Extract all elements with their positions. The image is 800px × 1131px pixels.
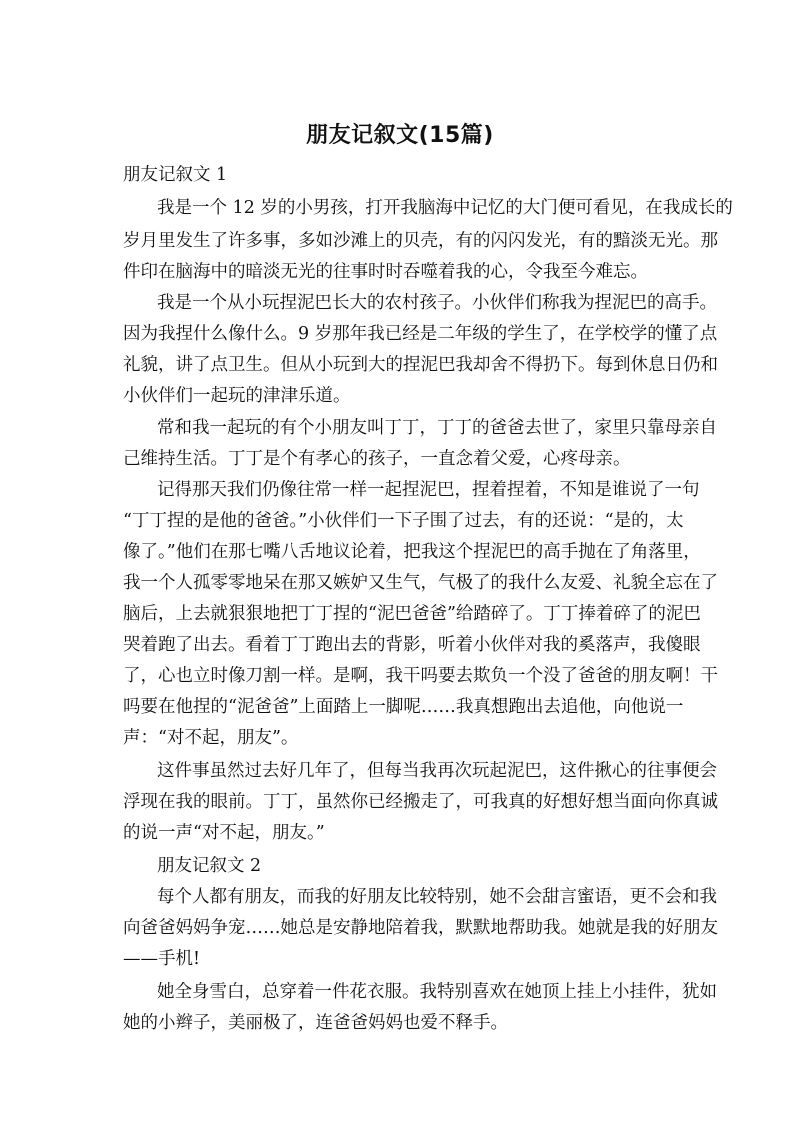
paragraph-line: 己维持生活。丁丁是个有孝心的孩子，一直念着父爱，心疼母亲。 xyxy=(123,449,631,469)
paragraph-line: ——手机! xyxy=(123,949,201,969)
paragraph-line: 她的小辫子，美丽极了，连爸爸妈妈也爱不释手。 xyxy=(123,1013,508,1033)
paragraph-line: 她全身雪白，总穿着一件花衣服。我特别喜欢在她顶上挂上小挂件，犹如 xyxy=(157,982,717,1002)
paragraph-line: 记得那天我们仍像往常一样一起捏泥巴，捏着捏着，不知是谁说了一句 xyxy=(157,480,700,500)
paragraph-line: 小伙伴们一起玩的津津乐道。 xyxy=(123,386,351,406)
section-heading-1: 朋友记叙文 1 xyxy=(123,165,228,185)
paragraph-line: 的说一声“对不起，朋友。” xyxy=(123,823,325,843)
paragraph-line: 吗要在他捏的“泥爸爸”上面踏上一脚呢……我真想跑出去追他，向他说一 xyxy=(123,697,684,717)
paragraph-line: 这件事虽然过去好几年了，但每当我再次玩起泥巴，这件揪心的往事便会 xyxy=(157,761,717,781)
paragraph-line: 常和我一起玩的有个小朋友叫丁丁，丁丁的爸爸去世了，家里只靠母亲自 xyxy=(157,418,717,438)
paragraph-line: 向爸爸妈妈争宠……她总是安静地陪着我，默默地帮助我。她就是我的好朋友 xyxy=(123,918,718,938)
paragraph-line: 我一个人孤零零地呆在那又嫉妒又生气，气极了的我什么友爱、礼貌全忘在了 xyxy=(123,573,718,593)
document-title: 朋友记叙文(15篇) xyxy=(306,123,494,148)
paragraph-line: 了，心也立时像刀割一样。是啊，我干吗要去欺负一个没了爸爸的朋友啊！干 xyxy=(123,666,718,686)
section-heading-2: 朋友记叙文 2 xyxy=(157,856,262,876)
paragraph-line: 浮现在我的眼前。丁丁，虽然你已经搬走了，可我真的好想好想当面向你真诚 xyxy=(123,792,718,812)
paragraph-line: 像了。”他们在那七嘴八舌地议论着，把我这个捏泥巴的高手抛在了角落里， xyxy=(123,542,701,562)
paragraph-line: 声：“对不起，朋友”。 xyxy=(123,728,299,748)
paragraph-line: 脑后，上去就狠狠地把丁丁捏的“泥巴爸爸”给踏碎了。丁丁捧着碎了的泥巴 xyxy=(123,604,701,624)
paragraph-line: 礼貌，讲了点卫生。但从小玩到大的捏泥巴我却舍不得扔下。每到休息日仍和 xyxy=(123,355,718,375)
paragraph-line: 我是一个 12 岁的小男孩，打开我脑海中记忆的大门便可看见，在我成长的 xyxy=(157,198,733,218)
paragraph-line: 件印在脑海中的暗淡无光的往事时时吞噬着我的心，令我至今难忘。 xyxy=(123,262,648,282)
paragraph-line: 我是一个从小玩捏泥巴长大的农村孩子。小伙伴们称我为捏泥巴的高手。 xyxy=(157,293,717,313)
paragraph-line: “丁丁捏的是他的爸爸。”小伙伴们一下子围了过去，有的还说：“是的，太 xyxy=(123,511,684,531)
paragraph-line: 哭着跑了出去。看着丁丁跑出去的背影，听着小伙伴对我的奚落声，我傻眼 xyxy=(123,635,701,655)
paragraph-line: 因为我捏什么像什么。9 岁那年我已经是二年级的学生了，在学校学的懂了点 xyxy=(123,324,718,344)
paragraph-line: 每个人都有朋友，而我的好朋友比较特别，她不会甜言蜜语，更不会和我 xyxy=(157,887,717,907)
paragraph-line: 岁月里发生了许多事，多如沙滩上的贝壳，有的闪闪发光，有的黯淡无光。那 xyxy=(123,231,718,251)
